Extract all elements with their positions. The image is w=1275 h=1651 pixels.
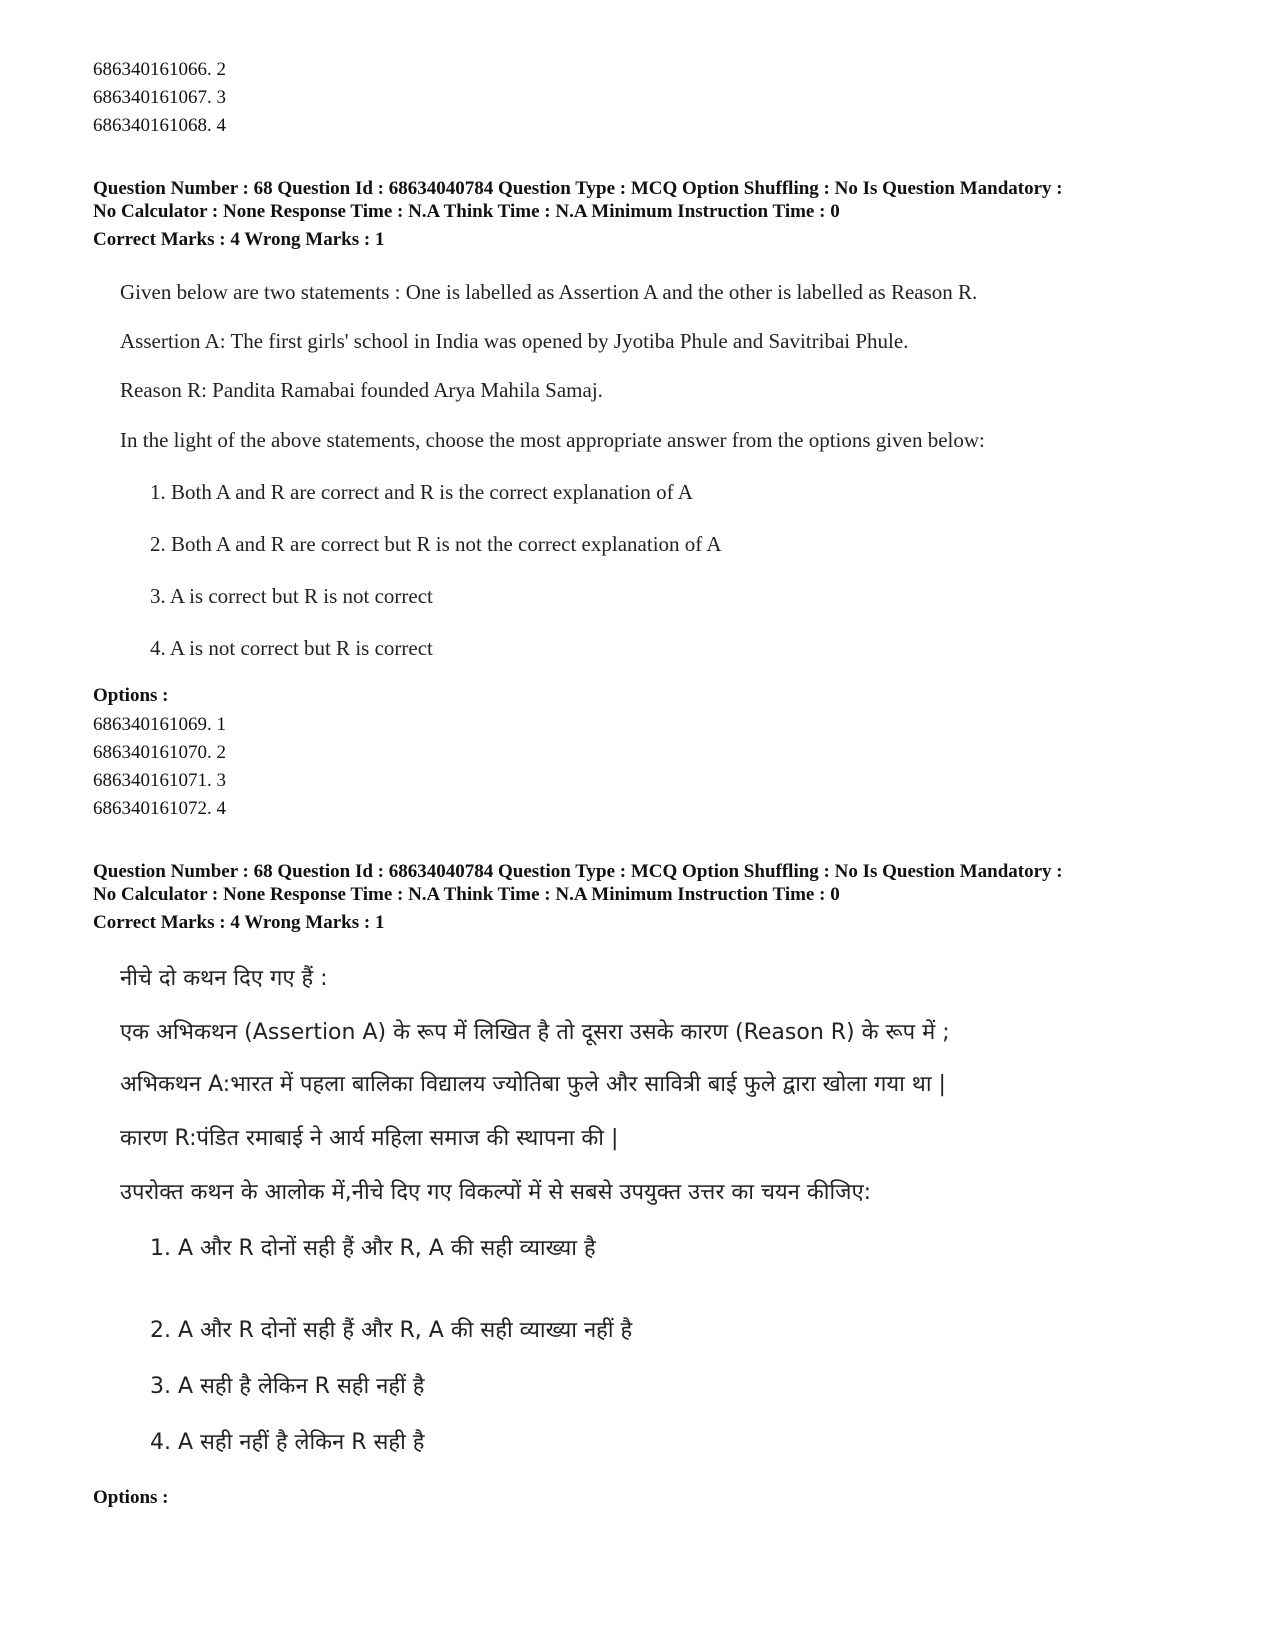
question-intro: Given below are two statements : One is labelled as Assertion A and the other is labelled as Reason R. [120, 280, 978, 304]
option-id-line: 686340161069. 1 [93, 714, 226, 735]
option-id-line: 686340161070. 2 [93, 742, 226, 763]
assertion-text: अभिकथन A:भारत में पहला बालिका विद्यालय ज्योतिबा फुले और सावित्री बाई फुले द्वारा खोला गया था | [120, 1072, 946, 1097]
answer-choice: 2. Both A and R are correct but R is not the correct explanation of A [150, 532, 722, 556]
answer-choice: 1. Both A and R are correct and R is the correct explanation of A [150, 480, 693, 504]
marks-line: Correct Marks : 4 Wrong Marks : 1 [93, 229, 385, 250]
question-instruction: उपरोक्त कथन के आलोक में,नीचे दिए गए विकल्पों में से सबसे उपयुक्त उत्तर का चयन कीजिए: [120, 1180, 872, 1205]
option-id-line: 686340161072. 4 [93, 798, 226, 819]
prev-option-line: 686340161068. 4 [93, 115, 226, 136]
question-meta-line: No Calculator : None Response Time : N.A Think Time : N.A Minimum Instruction Time : 0 [93, 201, 840, 222]
assertion-reason-labels: एक अभिकथन (Assertion A) के रूप में लिखित है तो दूसरा उसके कारण (Reason R) के रूप में ; [120, 1020, 950, 1045]
answer-choice: 4. A is not correct but R is correct [150, 636, 433, 660]
question-instruction: In the light of the above statements, choose the most appropriate answer from the options given below: [120, 428, 985, 452]
assertion-text: Assertion A: The first girls' school in India was opened by Jyotiba Phule and Savitribai Phule. [120, 329, 909, 353]
question-meta-line: No Calculator : None Response Time : N.A Think Time : N.A Minimum Instruction Time : 0 [93, 884, 840, 905]
question-intro: नीचे दो कथन दिए गए हैं : [120, 966, 328, 991]
options-heading: Options : [93, 1487, 169, 1508]
prev-option-line: 686340161066. 2 [93, 59, 226, 80]
answer-choice: 3. A is correct but R is not correct [150, 584, 433, 608]
reason-text: कारण R:पंडित रमाबाई ने आर्य महिला समाज की स्थापना की | [120, 1126, 619, 1151]
question-meta-line: Question Number : 68 Question Id : 68634040784 Question Type : MCQ Option Shuffling : No Is Question Mandatory : [93, 861, 1063, 882]
answer-choice: 2. A और R दोनों सही हैं और R, A की सही व्याख्या नहीं है [150, 1318, 633, 1343]
option-id-line: 686340161071. 3 [93, 770, 226, 791]
question-meta-line: Question Number : 68 Question Id : 68634040784 Question Type : MCQ Option Shuffling : No Is Question Mandatory : [93, 178, 1063, 199]
answer-choice: 4. A सही नहीं है लेकिन R सही है [150, 1430, 425, 1455]
answer-choice: 3. A सही है लेकिन R सही नहीं है [150, 1374, 425, 1399]
prev-option-line: 686340161067. 3 [93, 87, 226, 108]
answer-choice: 1. A और R दोनों सही हैं और R, A की सही व्याख्या है [150, 1236, 596, 1261]
options-heading: Options : [93, 685, 169, 706]
reason-text: Reason R: Pandita Ramabai founded Arya Mahila Samaj. [120, 378, 603, 402]
marks-line: Correct Marks : 4 Wrong Marks : 1 [93, 912, 385, 933]
